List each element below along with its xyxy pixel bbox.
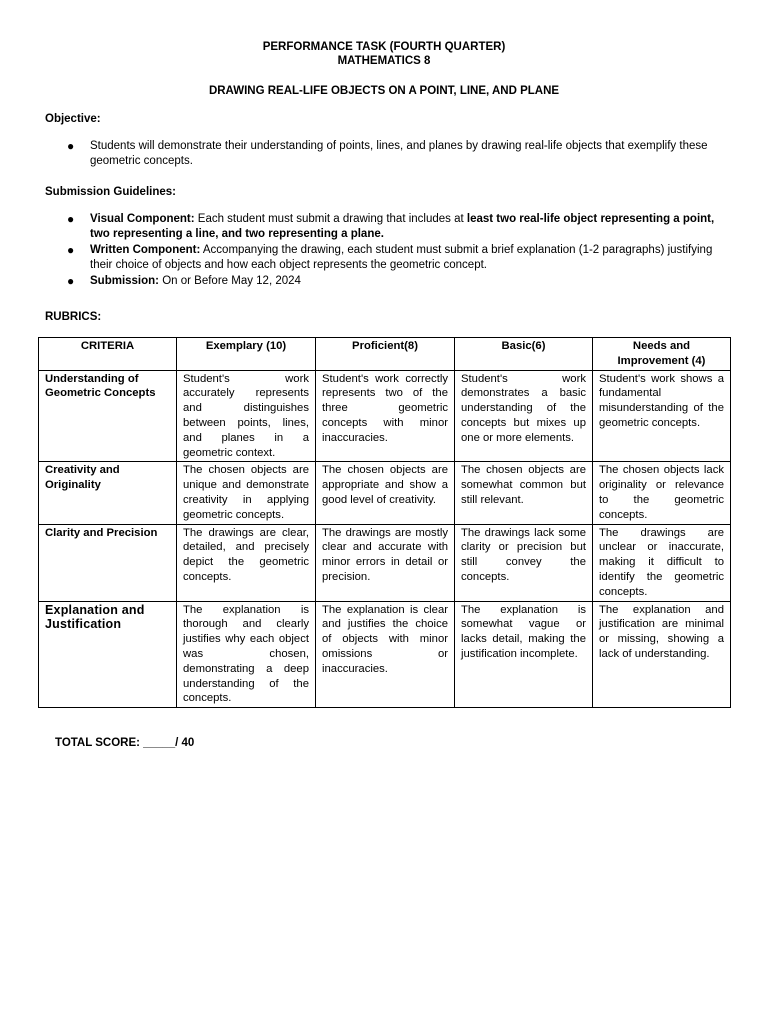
written-component-label: Written Component: — [90, 244, 201, 256]
needs-improvement-cell: The drawings are unclear or inaccurate, making it difficult to identify the geometric concepts. — [593, 524, 731, 601]
exemplary-cell: The explanation is thorough and clearly justifies why each object was chosen, demonstrating a deep understanding of the concepts. — [177, 601, 316, 708]
rubrics-label: RUBRICS: — [45, 311, 102, 323]
header-basic: Basic(6) — [455, 338, 593, 371]
proficient-cell: The drawings are mostly clear and accurate with minor errors in detail or precision. — [316, 524, 455, 601]
table-row — [39, 462, 731, 524]
subject-title: MATHEMATICS 8 — [337, 55, 431, 67]
submission-label: Submission: — [90, 275, 160, 287]
criteria-cell: Explanation and Justification — [39, 601, 177, 708]
written-component-text: Accompanying the drawing, each student must submit a brief explanation (1-2 paragraphs) justifying their choice of objects and how each object represents the geometric concept. — [90, 244, 713, 271]
criteria-cell: Creativity and Originality — [39, 462, 177, 524]
guidelines-list — [45, 212, 725, 290]
bullet-icon: ● — [67, 139, 75, 153]
bullet-icon: ● — [67, 212, 75, 226]
visual-component-text: Each student must submit a drawing that includes at — [194, 213, 467, 225]
document-title: PERFORMANCE TASK (FOURTH QUARTER) — [262, 41, 506, 53]
header-needs-improvement: Needs and Improvement (4) — [593, 338, 731, 371]
list-item — [45, 243, 725, 273]
objective-label: Objective: — [45, 113, 101, 125]
basic-cell: The drawings lack some clarity or precision but still convey the concepts. — [455, 524, 593, 601]
header-proficient: Proficient(8) — [316, 338, 455, 371]
bullet-icon: ● — [67, 274, 75, 288]
needs-improvement-cell: The explanation and justification are minimal or missing, showing a lack of understanding. — [593, 601, 731, 708]
submission-guidelines-label: Submission Guidelines: — [45, 186, 176, 198]
exemplary-cell: Student's work accurately represents and distinguishes between points, lines, and planes in a geometric context. — [177, 370, 316, 462]
header-exemplary: Exemplary (10) — [177, 338, 316, 371]
proficient-cell: The chosen objects are appropriate and show a good level of creativity. — [316, 462, 455, 524]
bullet-icon: ● — [67, 243, 75, 257]
basic-cell: The explanation is somewhat vague or lacks detail, making the justification incomplete. — [455, 601, 593, 708]
proficient-cell: The explanation is clear and justifies the choice of objects with minor omissions or inaccuracies. — [316, 601, 455, 708]
rubric-table — [38, 337, 731, 708]
proficient-cell: Student's work correctly represents two of the three geometric concepts with minor inaccuracies. — [316, 370, 455, 462]
visual-component-label: Visual Component: — [90, 213, 195, 225]
visual-component-requirement: least two real-life object representing a point, two representing a line, and two representing a plane. — [90, 213, 715, 240]
list-item — [45, 212, 725, 242]
list-item — [45, 139, 725, 169]
criteria-cell: Clarity and Precision — [39, 524, 177, 601]
exemplary-cell: The chosen objects are unique and demonstrate creativity in applying geometric concepts. — [177, 462, 316, 524]
list-item — [45, 274, 725, 289]
table-row — [39, 524, 731, 601]
submission-date-text: On or Before May 12, 2024 — [159, 275, 301, 287]
table-header-row — [39, 338, 731, 371]
objective-list — [45, 139, 725, 170]
table-row — [39, 601, 731, 708]
basic-cell: Student's work demonstrates a basic understanding of the concepts but mixes up one or more elements. — [455, 370, 593, 462]
objective-text: Students will demonstrate their understanding of points, lines, and planes by drawing real-life objects that exemplify these geometric concepts. — [90, 140, 708, 167]
needs-improvement-cell: Student's work shows a fundamental misunderstanding of the geometric concepts. — [593, 370, 731, 462]
criteria-cell: Understanding of Geometric Concepts — [39, 370, 177, 462]
task-title: DRAWING REAL-LIFE OBJECTS ON A POINT, LINE, AND PLANE — [208, 85, 560, 97]
basic-cell: The chosen objects are somewhat common but still relevant. — [455, 462, 593, 524]
header-criteria: CRITERIA — [39, 338, 177, 371]
exemplary-cell: The drawings are clear, detailed, and precisely depict the geometric concepts. — [177, 524, 316, 601]
total-score: TOTAL SCORE: _____/ 40 — [55, 737, 195, 749]
table-row — [39, 370, 731, 462]
needs-improvement-cell: The chosen objects lack originality or relevance to the geometric concepts. — [593, 462, 731, 524]
